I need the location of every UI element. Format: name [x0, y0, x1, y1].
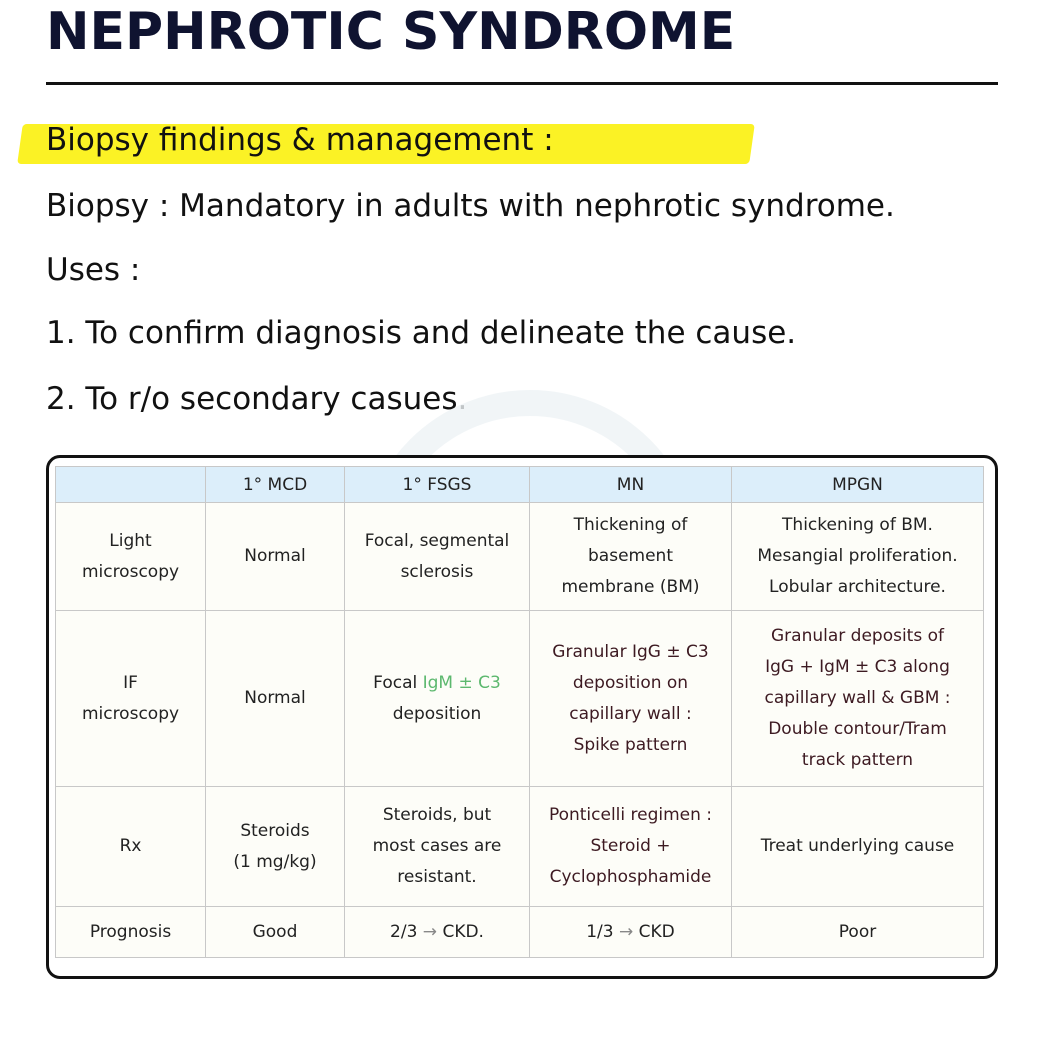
cell-line: capillary wall :	[569, 703, 692, 724]
table-row	[56, 503, 984, 611]
biopsy-comparison-table	[55, 466, 984, 958]
cell-line: capillary wall & GBM :	[764, 688, 951, 708]
cell-mpgn: Poor	[732, 907, 984, 958]
header-fsgs: 1° FSGS	[345, 467, 530, 503]
header-blank	[56, 467, 206, 503]
row-label-if-microscopy	[56, 611, 206, 787]
fraction: 1/3	[586, 921, 614, 942]
cell-fsgs	[345, 787, 530, 907]
cell-line: Steroids, but	[382, 805, 492, 825]
row-label-light-microscopy	[56, 503, 206, 611]
arrow-right-icon: →	[422, 921, 438, 942]
cell-line: resistant.	[397, 867, 477, 887]
uses-label: Uses :	[46, 252, 141, 288]
cell-line: sclerosis	[400, 561, 474, 582]
page-title: NEPHROTIC SYNDROME	[46, 2, 736, 62]
use-item-1: 1. To confirm diagnosis and delineate the cause.	[46, 315, 797, 351]
cell-line: Cyclophosphamide	[549, 867, 712, 887]
cell-line: most cases are	[372, 836, 502, 856]
cell-line: Steroid +	[590, 836, 671, 856]
arrow-right-icon: →	[619, 921, 634, 942]
cell-text: deposition	[392, 703, 482, 724]
table-row	[56, 611, 984, 787]
outcome: CKD.	[442, 921, 484, 942]
cell-line: track pattern	[801, 750, 914, 770]
table-row	[56, 907, 984, 958]
biopsy-statement: Biopsy : Mandatory in adults with nephrotic syndrome.	[46, 188, 895, 224]
cell-mpgn	[732, 611, 984, 787]
cell-fsgs	[345, 611, 530, 787]
cell-mcd: Normal	[206, 611, 345, 787]
fraction: 2/3	[390, 921, 418, 942]
label-line: microscopy	[81, 561, 180, 582]
cell-line: (1 mg/kg)	[233, 851, 317, 872]
table-row	[56, 787, 984, 907]
outcome: CKD	[638, 921, 675, 942]
row-label-rx: Rx	[56, 787, 206, 907]
cell-line: Mesangial proliferation.	[757, 546, 958, 566]
cell-mcd: Good	[206, 907, 345, 958]
cell-mcd: Normal	[206, 503, 345, 611]
cell-line: basement	[588, 546, 673, 566]
cell-line: Spike pattern	[573, 734, 688, 755]
cell-fsgs	[345, 503, 530, 611]
cell-line: IgG + IgM ± C3 along	[765, 657, 950, 677]
cell-line: Double contour/Tram	[768, 719, 947, 739]
use-item-2: 2. To r/o secondary casues.	[46, 381, 468, 417]
cell-line: Focal, segmental	[364, 530, 510, 551]
cell-mcd	[206, 787, 345, 907]
cell-line: Lobular architecture.	[769, 577, 946, 597]
cell-line: Steroids	[240, 820, 310, 841]
cell-line: Thickening of	[573, 515, 688, 535]
cell-mn	[530, 611, 732, 787]
header-mn: MN	[530, 467, 732, 503]
table-header-row	[56, 467, 984, 503]
label-line: microscopy	[81, 703, 180, 724]
label-line: Light	[109, 530, 152, 551]
header-mcd: 1° MCD	[206, 467, 345, 503]
cell-line: membrane (BM)	[561, 577, 700, 597]
header-mpgn: MPGN	[732, 467, 984, 503]
highlighted-antibody-text: IgM ± C3	[422, 672, 501, 693]
cell-mpgn	[732, 503, 984, 611]
title-divider	[46, 82, 998, 85]
cell-line: deposition on	[572, 672, 689, 693]
label-line: IF	[123, 672, 138, 693]
cell-fsgs	[345, 907, 530, 958]
cell-line: Granular deposits of	[771, 626, 944, 646]
row-label-prognosis: Prognosis	[56, 907, 206, 958]
cell-mn	[530, 907, 732, 958]
cell-mpgn: Treat underlying cause	[732, 787, 984, 907]
section-heading: Biopsy findings & management :	[46, 122, 554, 158]
cell-mn	[530, 787, 732, 907]
cell-line: Thickening of BM.	[782, 515, 933, 535]
cell-text: Focal	[373, 672, 423, 693]
cell-line: Granular IgG ± C3	[552, 641, 709, 662]
cell-line: Ponticelli regimen :	[548, 805, 713, 825]
cell-mn	[530, 503, 732, 611]
